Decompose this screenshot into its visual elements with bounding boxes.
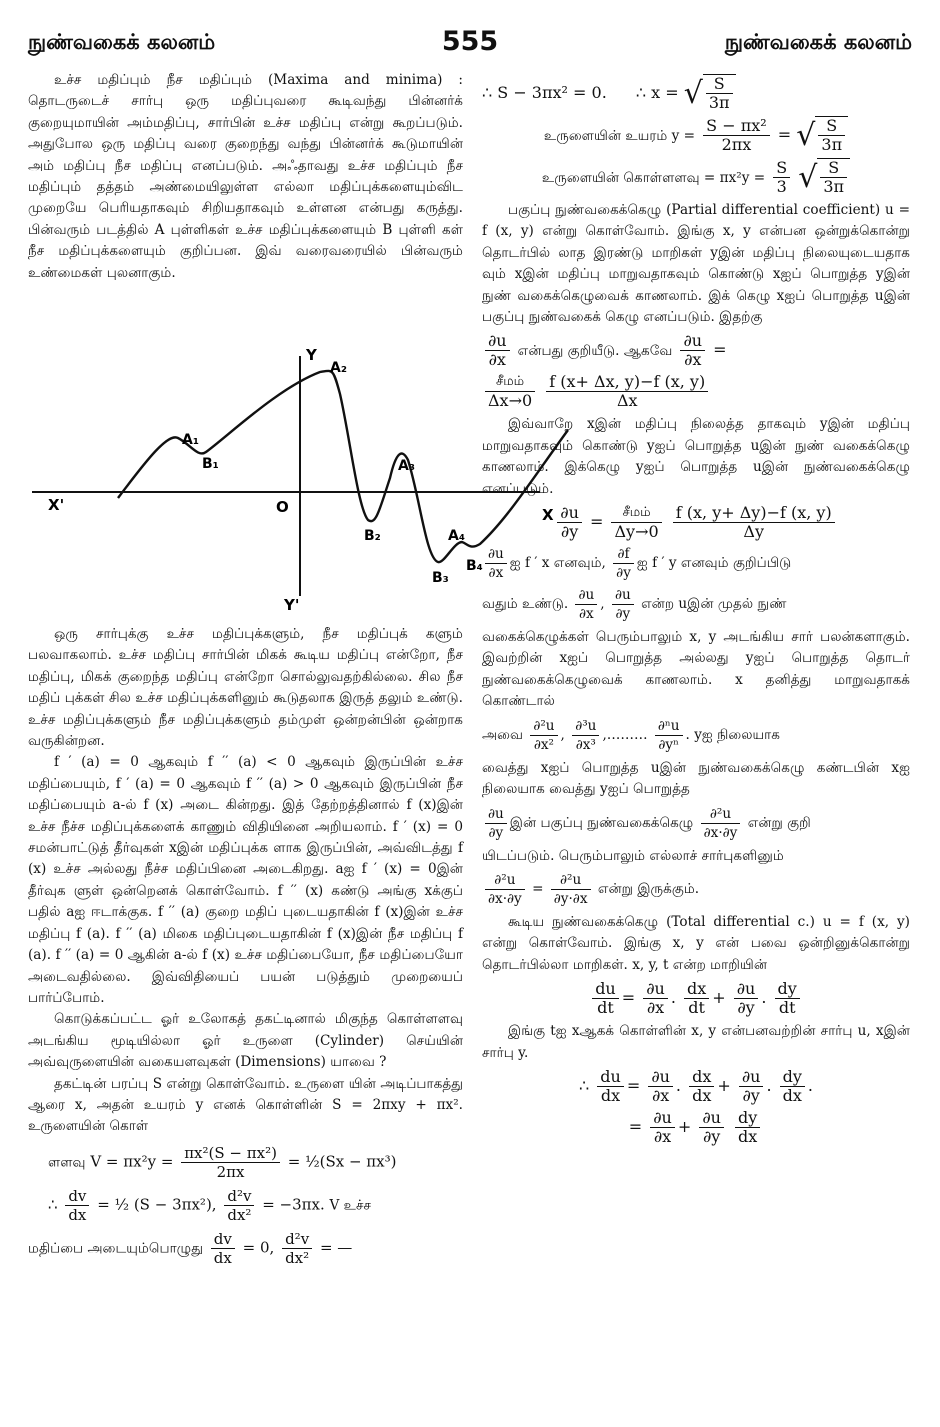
paragraph-total-derivative: கூடிய நுண்வகைக்கெழு (Total differential c.) u = f (x, y) என்று கொள்வோம். இங்கு x, y என் பவை ஒன்றினுக்கொன்று தொடர்பில்லா மாறிகள். x, y, t என்ற மாறியின் — [482, 913, 910, 973]
equation-mixed-equality: $\frac{\text{∂²u}}{\partial x\cdot\partial y}$ = $\frac{\text{∂²u}}{\partial y\cdot\partial x}$ என்று இருக்கும். — [482, 871, 910, 908]
right-column — [482, 70, 910, 1150]
equation-partial-prime-notation: $\frac{\partial u}{\partial x}$ ஐ f ′ x எனவும், $\frac{\partial f}{\partial y}$ ஐ f ′ y எனவும் குறிப்பிடு — [482, 545, 910, 582]
page-header — [28, 26, 912, 60]
paragraph-second-derivative-test: f ′ (a) = 0 ஆகவும் f ′′ (a) < 0 ஆகவும் இருப்பின் உச்ச மதிப்பையும், f ′ (a) = 0 ஆகவும் f ′′ (a) > 0 ஆகவும் இருப்பின் நீச மதிப்பையும் a-ல் f (x) அடை கின்றது. இத் தேற்றத்தினால் f (x)இன் உச்ச நீச்ச மதிப்புக்களைக் காணும் விதியினை அறியலாம். f ′ (x) = 0 சமன்பாட்டுத் தீர்வுகள் xஇன் மதிப்புக்க ளாக இருப்பின், அவ்விடத்து f (x) உச்ச அல்லது நீச்ச மதிப்பினை அடைகிறது. aஐ f ′ (x) = 0இன் தீர்வுக ளுள் ஒன்றெனக் கொள்வோம். f ′′ (x) கண்டு அங்கு xக்குப் பதில் aஐ ஈடாக்குக. f ′′ (a) குறை மதிப் புடையதாகின் f (x)இன் உச்ச மதிப்பு f (a). f ′′ (a) மிகை மதிப்புடையதாகின் f (x)இன் நீச மதிப்பு f (a). f ′′ (a) = 0 ஆகின் a-ல் f (x) உச்ச மதிப்பையோ, நீச மதிப்பையோ அடைவதில்லை. இவ்விதியைப் பயன் படுத்தும் முறையைப் பார்ப்போம். — [28, 754, 463, 1006]
paragraph-mixed-partial: வைத்து xஐப் பொறுத்த uஇன் நுண்வகைக்கெழு கண்டபின் xஐ நிலையாக வைத்து yஐப் பொறுத்த — [482, 759, 910, 798]
left-column-top — [28, 70, 463, 284]
sqrt-icon: √ — [798, 159, 818, 195]
equation-max-condition: மதிப்பை அடையும்பொழுது $\frac{dv}{dx}$ = 0, $\frac{\text{d²v}}{\text{dx²}}$ = — — [28, 1229, 353, 1267]
point-b2: B₂ — [364, 528, 381, 544]
paragraph-partial-y: இவ்வாறே xஇன் மதிப்பு நிலைத்த தாகவும் yஇன் மதிப்பு மாறுவதாகவும் கொண்டு yஐப் பொறுத்த uஇன் நுண் வகைக்கெழு காணலாம். இக்கெழு yஐப் பொறுத்த uஇன் நுண்வகைக்கெழு எனப்படும். — [482, 416, 910, 497]
equation-partial-limit-x: $\frac{\text{சீமம்}}{\Delta x\to 0}$ $\frac{f (x+ \Delta x, y)-f (x, y)}{\Delta x}$ — [482, 373, 910, 410]
sqrt-icon: √ — [796, 117, 816, 153]
point-a1: A₁ — [182, 432, 199, 448]
x-neg-label: X' — [48, 496, 65, 514]
y-axis-label: Y — [306, 348, 317, 364]
y-neg-label: Y' — [284, 596, 300, 614]
paragraph-t-as-x: இங்கு tஐ xஆகக் கொள்ளின் x, y என்பனவற்றின் சார்பு u, xஇன் சார்பு y. — [482, 1023, 910, 1061]
origin-label: O — [276, 498, 289, 516]
sqrt-icon: √ — [683, 75, 703, 111]
running-title-left: நுண்வகைக் கலனம் — [28, 30, 216, 54]
equation-x-solution: ∴ S − 3πx² = 0. ∴ x = √ $\frac{S}{3\pi}$ — [482, 74, 910, 112]
x-axis-label: X — [542, 506, 554, 524]
paragraph-cylinder-setup: தகட்டின் பரப்பு S என்று கொள்வோம். உருளை யின் அடிப்பாகத்து ஆரை x, அதன் உயரம் y எனக் கொள்ளின் S = 2πxy + πx². உருளையின் கொள் — [28, 1075, 463, 1135]
equation-total-derivative-x: ∴ $\frac{du}{dx}$ = $\frac{\partial u}{\partial x}$ . $\frac{dx}{dx}$ + $\frac{\partial u}{\partial y}$ . $\frac{dy}{dx}$ . — [579, 1066, 813, 1105]
running-title-right: நுண்வகைக் கலனம் — [724, 30, 912, 54]
point-b3: B₃ — [432, 570, 449, 586]
page-number: 555 — [441, 26, 499, 57]
equation-total-derivative-simplified: = $\frac{\partial u}{\partial x}$ + $\frac{\partial u}{\partial y}$ $\frac{dy}{dx}$ — [482, 1109, 910, 1146]
paragraph-partial-derivative: பகுப்பு நுண்வகைக்கெழு (Partial differential coefficient) u = f (x, y) என்று கொள்வோம். இங்கு x, y என்பன ஒன்றுக்கொன்று தொடர்பில் லாத இரண்டு மாறிகள் yஇன் மதிப்பு நிலையுடையதாக வும் xஇன் மதிப்பு மாறுவதாகவும் கொண்டு xஐப் பொறுத்த yஇன் நுண் வகைக்கெழுவைக் காணலாம். இக் கெழு xஐப் பொறுத்த uஇன் பகுப்பு நுண்வகைக் கெழு எனப்படும். இதற்கு — [482, 202, 911, 326]
paragraph-higher-partials: வகைக்கெழுக்கள் பெரும்பாலும் x, y அடங்கிய சார் பலன்களாகும். இவற்றின் xஐப் பொறுத்த அல்லது yஐப் பொறுத்த தொடர் நுண்வகைக்கெழுவைக் காணலாம். x தனித்து மாறுவதாகக் கொண்டால் — [482, 629, 910, 710]
paragraph-cylinder-problem: கொடுக்கப்பட்ட ஓர் உலோகத் தகட்டினால் மிகுந்த கொள்ளளவு அடங்கிய மூடியில்லா ஓர் உருளை (Cylinder) செய்யின் அவ்வுருளையின் வகையளவுகள் (Dimensions) யாவை ? — [28, 1011, 463, 1071]
paragraph-multiple-extrema: ஒரு சார்புக்கு உச்ச மதிப்புக்களும், நீச மதிப்புக் களும் பலவாகலாம். உச்ச மதிப்பு சார்பின் மிகக் கூடிய மதிப்பு என்றோ, நீச மதிப்பு, மிகக் குறைந்த மதிப்பு என்றோ சொல்லுவதற்கில்லை. சில நீச மதிப் புக்கள் சில உச்ச மதிப்புக்களினும் கூடுதலாக இருத் தலும் உண்டு. உச்ச மதிப்புக்களும் நீச மதிப்புக்களும் தம்முள் ஒன்றன்பின் ஒன்றாக வருகின்றன. — [28, 626, 463, 750]
left-column-bottom — [28, 624, 463, 1273]
equation-volume-derivatives: ∴ $\frac{dv}{dx}$ = ½ (S − 3πx²), $\frac{\text{d²v}}{\text{dx²}}$ = −3πx. V உச்ச — [48, 1186, 372, 1224]
point-a3: A₃ — [398, 458, 415, 474]
equation-higher-partials: அவை $\frac{\text{∂²u}}{\text{∂x²}}$ , $\frac{\text{∂³u}}{\text{∂x³}}$ ,……… $\frac{\text{∂ⁿu}}{\text{∂yⁿ}}$ . yஐ நிலையாக — [482, 717, 780, 753]
paragraph-maxima-minima: உச்ச மதிப்பும் நீச மதிப்பும் (Maxima and minima) : தொடருடைச் சார்பு ஒரு மதிப்புவரை கூடிவந்து பின்னர்க் குறையுமாயின் அம்மதிப்பு, சார்பின் உச்ச மதிப்பு என்று கூறப்படும். அதுபோல ஒரு மதிப்பு வரை குறைந்து வந்து பின்னர்க் கூடுமாயின் அம் மதிப்பு நீச மதிப்பு எனப்படும். அஃதாவது உச்ச மதிப்பும் நீச மதிப்பும் தத்தம் அண்மையிலுள்ள எல்லா மதிப்புக்களையும்விட முறையே பெரியதாகவும் சிறியதாகவும் உள்ளன என்பது கருத்து. பின்வரும் படத்தில் A புள்ளிகள் உச்ச மதிப்புக்களையும் B புள்ளி கள் நீச மதிப்புக்களையும் குறிப்பன. இவ் வரைவரையில் பின்வரும் உண்மைகள் புலனாகும். — [28, 72, 463, 281]
point-b1: B₁ — [202, 456, 219, 472]
equation-height: உருளையின் உயரம் y = $\frac{\text{S − πx²}}{2\pi x}$ = √ $\frac{S}{3\pi}$ — [482, 116, 910, 154]
equation-first-partials: வதும் உண்டு. $\frac{\partial u}{\partial x}$ , $\frac{\partial u}{\partial y}$ என்ற uஇன் முதல் நுண் — [482, 587, 787, 623]
equation-volume-max: உருளையின் கொள்ளளவு = πx²y = $\frac{S}{3}$ √ $\frac{S}{3\pi}$ — [482, 158, 910, 196]
equation-mixed-partial: $\frac{\partial u}{\partial y}$ இன் பகுப்பு நுண்வகைக்கெழு $\frac{\text{∂²u}}{\partial x\cdot\partial y}$ என்று குறி — [482, 805, 910, 842]
equation-partial-limit-y: $\frac{\partial u}{\partial y}$ = $\frac{\text{சீமம்}}{\Delta y\to 0}$ $\frac{f (x, y+ \Delta y)-f (x, y)}{\Delta y}$ — [482, 504, 910, 541]
point-a4: A₄ — [448, 528, 465, 544]
equation-partial-notation: $\frac{\partial u}{\partial x}$ என்பது குறியீடு. ஆகவே $\frac{\partial u}{\partial x}$ = — [482, 332, 910, 369]
equation-volume: ளளவு V = πx²y = $\frac{\text{πx²(S − πx²)}}{2\pi x}$ = ½(Sx − πx³) — [48, 1143, 397, 1181]
equation-total-derivative-t: $\frac{du}{dt}$ = $\frac{\partial u}{\partial x}$ . $\frac{dx}{dt}$ + $\frac{\partial u}{\partial y}$ . $\frac{dy}{dt}$ — [482, 980, 910, 1017]
point-a2: A₂ — [330, 360, 347, 376]
paragraph-mixed-equal: யிடப்படும். பெரும்பாலும் எல்லாச் சார்புகளினும் — [482, 847, 784, 864]
point-b4: B₄ — [466, 558, 483, 574]
